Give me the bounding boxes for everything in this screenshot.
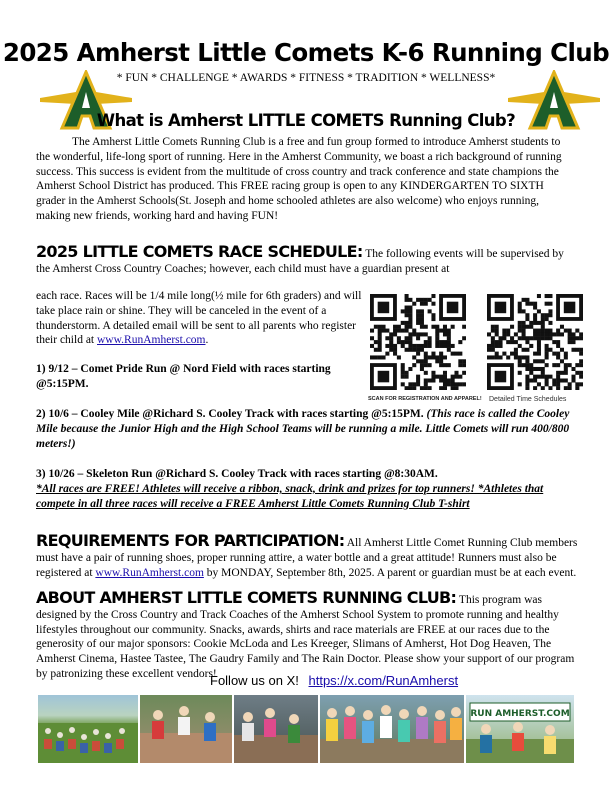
- photo-kids-group: [320, 695, 464, 763]
- event-date: 10/26: [48, 468, 75, 480]
- runamherst-link[interactable]: www.RunAmherst.com: [95, 566, 204, 579]
- event-item: 2) 10/6 – Cooley Mile @Richard S. Cooley Track with races starting @5:15PM. (This race is called the Cooley Mile because the Junior High and the High School Teams will be running a mile. Little Comets will run 400/800 meters!): [36, 408, 570, 450]
- about-heading: ABOUT AMHERST LITTLE COMETS RUNNING CLUB:: [36, 588, 457, 607]
- event-text: Cooley Mile @Richard S. Cooley Track with races starting @5:15PM.: [80, 408, 424, 420]
- intro-paragraph: The Amherst Little Comets Running Club is a free and fun group formed to introduce Amherst students to the wonderful, life-long sport of running. Here in the Amherst Community, we boast a rich background of running success. This success is evident from the multitude of cross country and track conference and state champions the Amherst School District has produced. This FREE racing group is open to any KINDERGARTEN TO SIXTH grader in the Amherst Schools(St. Joseph and home schooled athletes are also welcome) who enjoys running, making new friends, working hard and having FUN!: [36, 136, 562, 222]
- schedule-details-text: each race. Races will be 1/4 mile long(½ mile for 6th graders) and will take place rain or shine. They will be canceled in the event of a thunderstorm. A detailed email will be sent to all parents who register their child at: [36, 290, 362, 347]
- schedule-heading: 2025 LITTLE COMETS RACE SCHEDULE:: [36, 242, 363, 261]
- requirements-heading: REQUIREMENTS FOR PARTICIPATION:: [36, 531, 345, 550]
- page-title: 2025 Amherst Little Comets K-6 Running Club: [2, 38, 610, 67]
- event-date: 9/12: [48, 363, 69, 375]
- event-date: 10/6: [48, 408, 69, 420]
- schedule-section: [36, 242, 580, 277]
- event-text: Skeleton Run @Richard S. Cooley Track with races starting @8:30AM.: [86, 468, 438, 480]
- photo-runners: [140, 695, 232, 763]
- banner-text: RUN AMHERST.COM: [470, 709, 570, 719]
- qr-code-schedule[interactable]: [487, 294, 583, 390]
- photo-start: [234, 695, 318, 763]
- about-section: [36, 588, 580, 682]
- tagline: * FUN * CHALLENGE * AWARDS * FITNESS * TRADITION * WELLNESS*: [116, 72, 496, 84]
- event-number: 3): [36, 468, 46, 480]
- qr-registration-caption: SCAN FOR REGISTRATION AND APPAREL!: [368, 396, 482, 402]
- requirements-text: All Amherst Little Comet Running Club members must have a pair of running shoes, proper running attire, a water bottle and a great attitude! Runners must also be registered at: [36, 537, 578, 579]
- runamherst-link[interactable]: www.RunAmherst.com: [97, 334, 206, 347]
- requirements-deadline: by MONDAY, September 8th, 2025. A parent or guardian must be at each event.: [206, 566, 577, 579]
- races-footnote: *All races are FREE! Athletes will receive a ribbon, snack, drink and prizes for top runners! *Athletes that compete in all three races will receive a FREE Amherst Little Comets Running Club T-shirt: [36, 483, 544, 510]
- qr-schedule-caption: Detailed Time Schedules: [489, 396, 567, 403]
- event-item: 1) 9/12 – Comet Pride Run @ Nord Field with races starting @5:15PM.: [36, 363, 331, 390]
- event-text: Comet Pride Run @ Nord Field with races starting @5:15PM.: [36, 363, 331, 390]
- about-text: This program was designed by the Cross Country and Track Coaches of the Amherst School System to promote running and healthy lifestyles throughout our community. Snacks, awards, shirts and race materials are FREE at our races due to the generosity of our major sponsors: Cookie McLoda and Les Kreeger, Slimans of Amherst, Hot Dog Heaven, The Amherst Cinema, Hastee Tastee, The Gaudry Family and The Rain Doctor. Please show your support of our program by patronizing these excellent vendors!: [36, 594, 575, 680]
- qr-registration-icon: [370, 294, 466, 390]
- requirements-section: [36, 531, 580, 580]
- event-number: 1): [36, 363, 46, 375]
- follow-label: Follow us on X!: [210, 673, 299, 688]
- event-note: (This race is called the Cooley Mile because the Junior High and the High School Teams will be running a mile. Little Comets will run 400/800 meters!): [36, 408, 570, 450]
- intro-heading: What is Amherst LITTLE COMETS Running Club?: [96, 111, 516, 130]
- qr-code-registration[interactable]: [370, 294, 466, 390]
- photo-crowd: [38, 695, 138, 763]
- event-number: 2): [36, 408, 46, 420]
- follow-us: [210, 673, 458, 688]
- photo-banner: [466, 695, 574, 763]
- schedule-intro: The following events will be supervised by the Amherst Cross Country Coaches; however, each child must have a guardian present at: [36, 248, 564, 275]
- event-item: 3) 10/26 – Skeleton Run @Richard S. Cooley Track with races starting @8:30AM.: [36, 468, 438, 480]
- x-profile-link[interactable]: https://x.com/RunAmherst: [308, 673, 459, 688]
- schedule-details: each race. Races will be 1/4 mile long(½ mile for 6th graders) and will take place rain or shine. They will be canceled in the event of a thunderstorm. A detailed email will be sent to all parents who register their child at www.RunAmherst.com.: [36, 290, 362, 347]
- qr-schedule-icon: [487, 294, 583, 390]
